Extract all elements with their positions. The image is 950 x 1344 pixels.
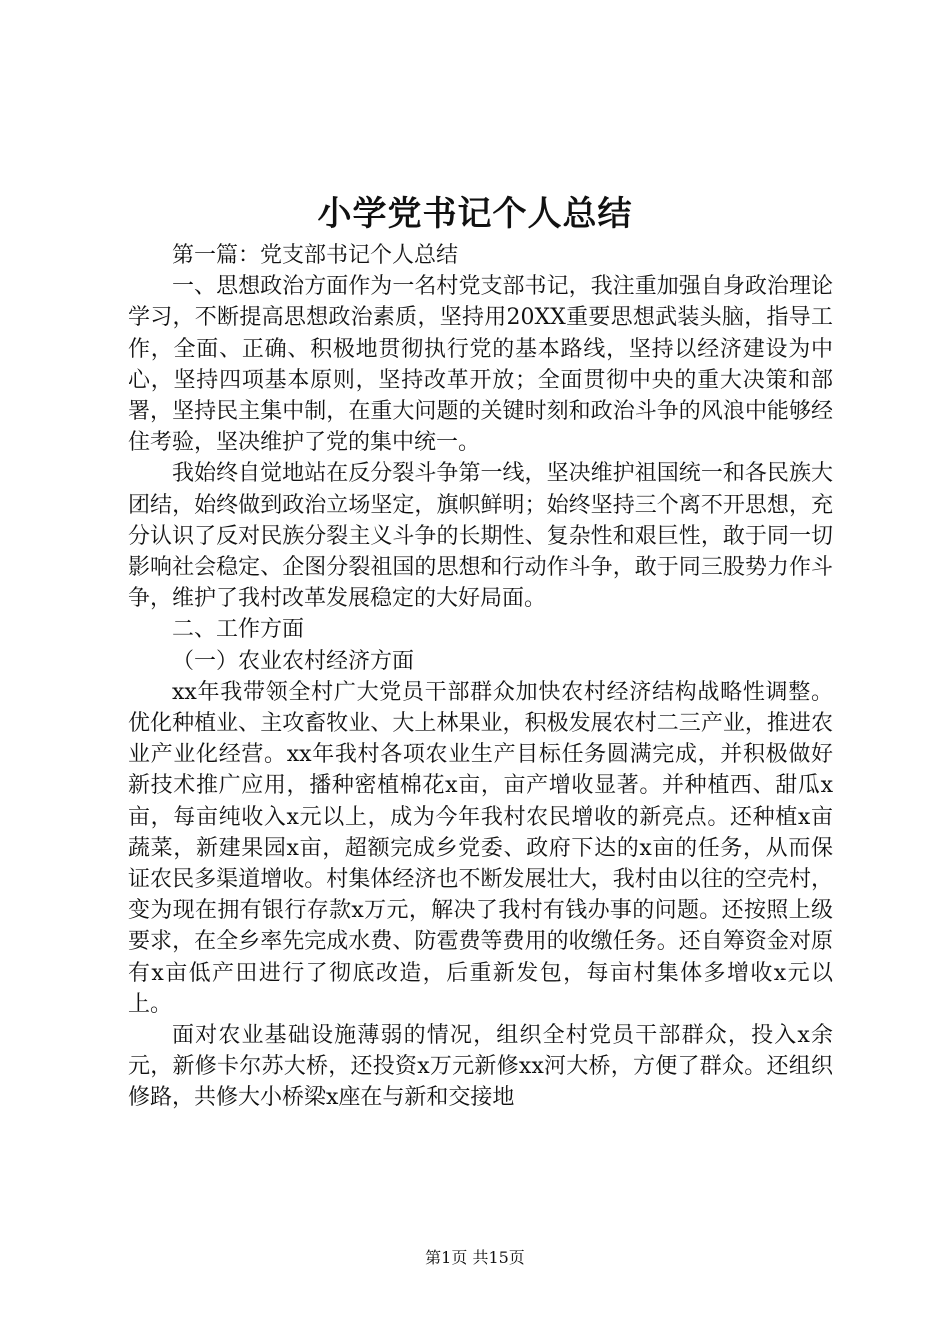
section-heading: 二、工作方面 xyxy=(172,617,305,643)
subsection-heading: （一）农业农村经济方面 xyxy=(172,648,415,674)
document-body xyxy=(128,240,833,1114)
paragraph: xx年我带领全村广大党员干部群众加快农村经济结构战略性调整。优化种植业、主攻畜牧业、大上林果业，积极发展农村二三产业，推进农业产业化经营。xx年我村各项农业生产目标任务圆满完成，并积极做好新技术推广应用，播种密植棉花x亩，亩产增收显著。并种植西、甜瓜x亩，每亩纯收入x元以上，成为今年我村农民增收的新亮点。还种植x亩蔬菜，新建果园x亩，超额完成乡党委、政府下达的x亩的任务，从而保证农民多渠道增收。村集体经济也不断发展壮大，我村由以往的空壳村，变为现在拥有银行存款x万元，解决了我村有钱办事的问题。还按照上级要求，在全乡率先完成水费、防雹费等费用的收缴任务。还自筹资金对原有x亩低产田进行了彻底改造，后重新发包，每亩村集体多增收x元以上。 xyxy=(128,679,833,1017)
document-title: 小学党书记个人总结 xyxy=(317,194,633,234)
paragraph: 我始终自觉地站在反分裂斗争第一线，坚决维护祖国统一和各民族大团结，始终做到政治立场坚定，旗帜鲜明；始终坚持三个离不开思想，充分认识了反对民族分裂主义斗争的长期性、复杂性和艰巨性，敢于同一切影响社会稳定、企图分裂祖国的思想和行动作斗争，敢于同三股势力作斗争，维护了我村改革发展稳定的大好局面。 xyxy=(128,461,833,612)
page-footer: 第1页 共15页 xyxy=(425,1248,525,1267)
paragraph: 一、思想政治方面作为一名村党支部书记，我注重加强自身政治理论学习，不断提高思想政治素质，坚持用20XX重要思想武装头脑，指导工作，全面、正确、积极地贯彻执行党的基本路线，坚持以经济建设为中心，坚持四项基本原则，坚持改革开放；全面贯彻中央的重大决策和部署，坚持民主集中制，在重大问题的关键时刻和政治斗争的风浪中能够经住考验，坚决维护了党的集中统一。 xyxy=(128,274,833,456)
section-heading: 第一篇：党支部书记个人总结 xyxy=(172,243,459,268)
paragraph: 面对农业基础设施薄弱的情况，组织全村党员干部群众，投入x余元，新修卡尔苏大桥，还投资x万元新修xx河大桥，方便了群众。还组织修路，共修大小桥梁x座在与新和交接地 xyxy=(128,1023,833,1111)
